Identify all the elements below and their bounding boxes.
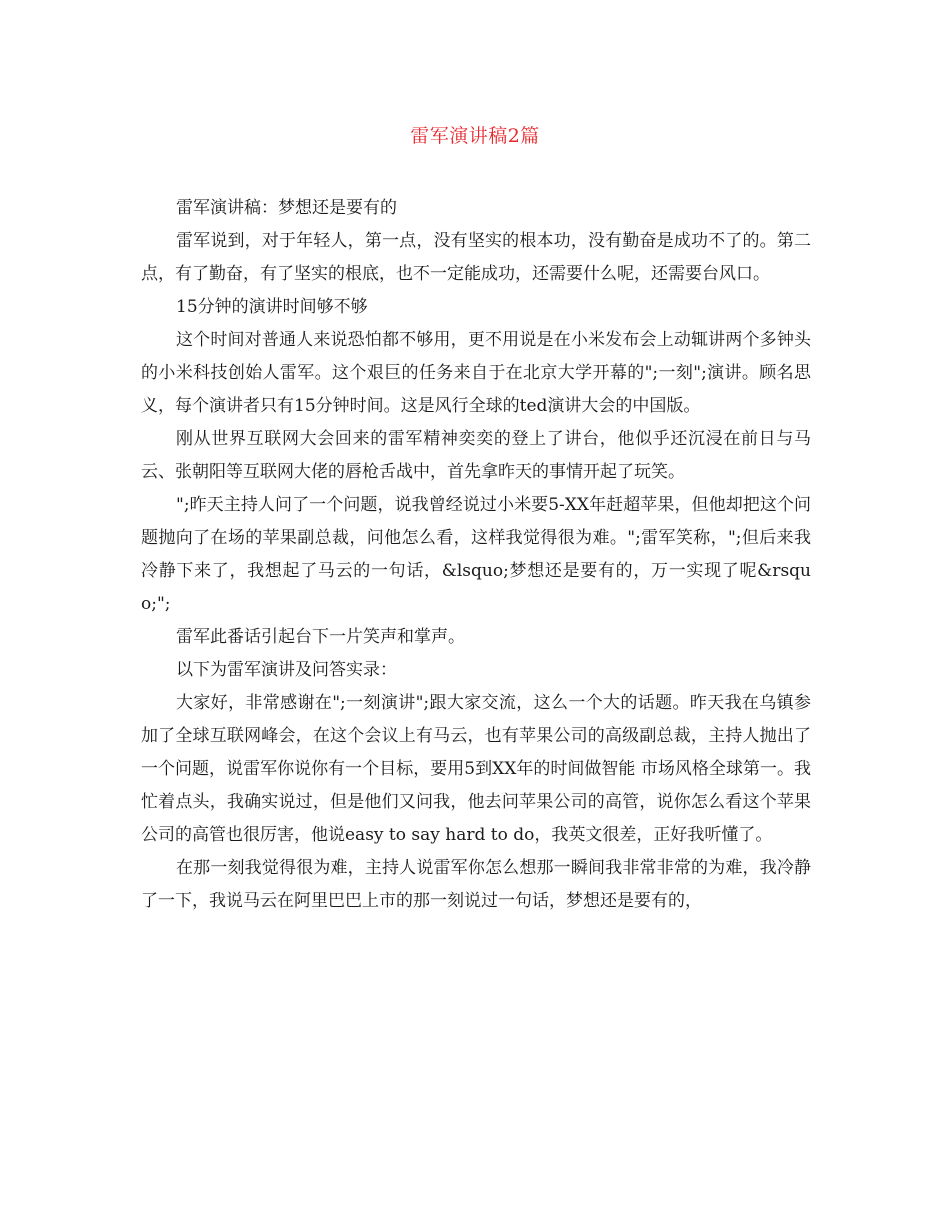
document-body: [141, 192, 811, 918]
paragraph-8: 以下为雷军演讲及问答实录：: [176, 660, 397, 680]
paragraph-2: 雷军说到，对于年轻人，第一点，没有坚实的根本功，没有勤奋是成功不了的。第二点，有了勤奋，有了坚实的根底，也不一定能成功，还需要什么呢，还需要台风口。: [141, 231, 811, 284]
paragraph-9: 大家好，非常感谢在";一刻演讲";跟大家交流，这么一个大的话题。昨天我在乌镇参加了全球互联网峰会，在这个会议上有马云，也有苹果公司的高级副总裁，主持人抛出了一个问题，说雷军你说你有一个目标，要用5到XX年的时间做智能 市场风格全球第一。我忙着点头，我确实说过，但是他们又问我，他去问苹果公司的高管，说你怎么看这个苹果公司的高管也很厉害，他说easy to say hard to do，我英文很差，正好我听懂了。: [141, 693, 811, 845]
paragraph-7: 雷军此番话引起台下一片笑声和掌声。: [176, 627, 465, 647]
paragraph-10: 在那一刻我觉得很为难，主持人说雷军你怎么想那一瞬间我非常非常的为难，我冷静了一下，我说马云在阿里巴巴上市的那一刻说过一句话，梦想还是要有的，: [141, 858, 811, 911]
document-title: 雷军演讲稿2篇: [410, 125, 540, 147]
paragraph-6: ";昨天主持人问了一个问题，说我曾经说过小米要5-XX年赶超苹果，但他却把这个问题抛向了在场的苹果副总裁，问他怎么看，这样我觉得很为难。";雷军笑称，";但后来我冷静下来了，我想起了马云的一句话，&lsquo;梦想还是要有的，万一实现了呢&rsquo;";: [141, 495, 811, 614]
paragraph-5: 刚从世界互联网大会回来的雷军精神奕奕的登上了讲台，他似乎还沉浸在前日与马云、张朝阳等互联网大佬的唇枪舌战中，首先拿昨天的事情开起了玩笑。: [141, 429, 811, 482]
paragraph-3: 15分钟的演讲时间够不够: [176, 297, 368, 317]
paragraph-4: 这个时间对普通人来说恐怕都不够用，更不用说是在小米发布会上动辄讲两个多钟头的小米科技创始人雷军。这个艰巨的任务来自于在北京大学开幕的";一刻";演讲。顾名思义，每个演讲者只有15分钟时间。这是风行全球的ted演讲大会的中国版。: [141, 330, 811, 416]
paragraph-1: 雷军演讲稿：梦想还是要有的: [176, 198, 397, 218]
